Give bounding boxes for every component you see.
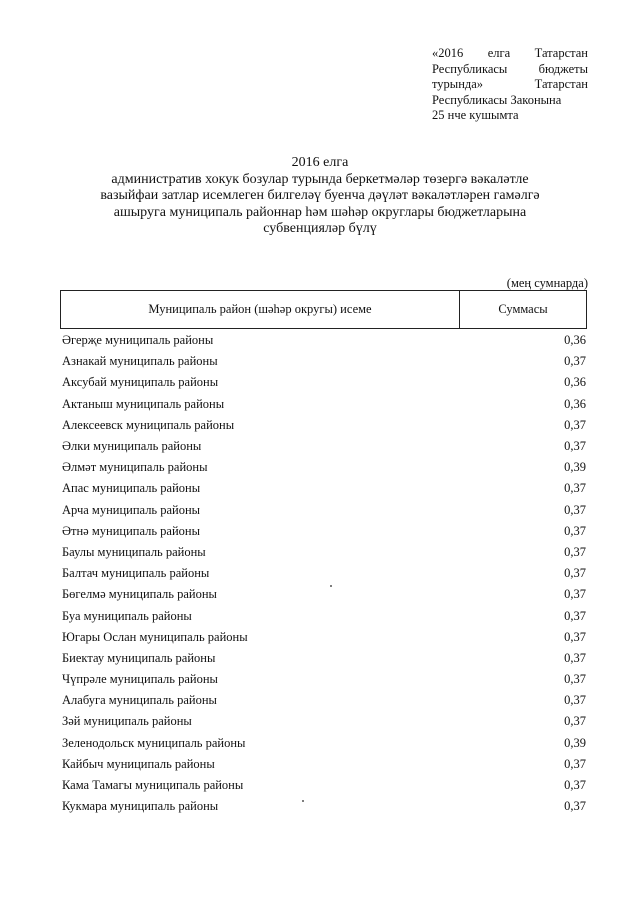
table-row: [62, 542, 588, 563]
row-sum-value: 0,37: [564, 502, 586, 517]
table-row: [62, 690, 588, 711]
title-line: ашыруга муниципаль районнар һәм шәһәр округлары бюджетларына: [113, 204, 527, 220]
row-district-name: Кайбыч муниципаль районы: [62, 756, 215, 771]
title-line: вазыйфаи затлар исемлеген билгеләү буенча дәүләт вәкаләтләрен гамәлгә: [100, 188, 540, 203]
scan-speck: [330, 585, 332, 587]
row-sum-value: 0,37: [564, 544, 586, 559]
table-row: [62, 372, 588, 393]
row-sum-value: 0,37: [564, 439, 586, 454]
row-sum-value: 0,37: [564, 523, 586, 538]
table-row: [62, 478, 588, 499]
row-sum-value: 0,37: [564, 799, 586, 814]
row-district-name: Актаныш муниципаль районы: [62, 396, 225, 411]
row-sum-value: 0,37: [564, 354, 586, 369]
table-row: [62, 754, 588, 775]
row-sum-value: 0,37: [564, 650, 586, 665]
row-district-name: Бөгелмә муниципаль районы: [62, 587, 217, 602]
row-district-name: Кама Тамагы муниципаль районы: [62, 778, 244, 793]
column-header-sum: Суммасы: [498, 302, 548, 316]
row-district-name: Әтнә муниципаль районы: [62, 523, 201, 538]
row-district-name: Алабуга муниципаль районы: [62, 693, 217, 708]
table-row: [62, 627, 588, 648]
table-row: [62, 711, 588, 732]
row-sum-value: 0,37: [564, 756, 586, 771]
table-row: [62, 669, 588, 690]
table-row: [62, 436, 588, 457]
column-header-name: Муниципаль район (шәһәр округы) исеме: [61, 291, 460, 328]
row-sum-value: 0,37: [564, 608, 586, 623]
row-sum-value: 0,36: [564, 333, 586, 348]
table-row: [62, 394, 588, 415]
row-district-name: Баулы муниципаль районы: [62, 544, 206, 559]
attachment-line: турында» Татарстан: [432, 77, 588, 91]
row-district-name: Әгерҗе муниципаль районы: [62, 333, 214, 348]
title-line: административ хокук бозулар турында беркетмәләр төзергә вәкаләтле: [111, 171, 529, 187]
table-row: [62, 605, 588, 626]
row-sum-value: 0,39: [564, 460, 586, 475]
row-sum-value: 0,37: [564, 417, 586, 432]
table-row: [62, 500, 588, 521]
row-sum-value: 0,37: [564, 693, 586, 708]
table-row: [62, 648, 588, 669]
row-sum-value: 0,37: [564, 481, 586, 496]
row-district-name: Арча муниципаль районы: [62, 502, 201, 517]
table-row: [62, 733, 588, 754]
row-sum-value: 0,37: [564, 587, 586, 602]
attachment-reference: [432, 46, 588, 124]
table-row: [62, 584, 588, 605]
row-sum-value: 0,36: [564, 396, 586, 411]
row-district-name: Аксубай муниципаль районы: [62, 375, 219, 390]
row-sum-value: 0,37: [564, 629, 586, 644]
row-sum-value: 0,37: [564, 672, 586, 687]
table-row: [62, 563, 588, 584]
attachment-line: 25 нче кушымта: [432, 108, 519, 122]
row-district-name: Алексеевск муниципаль районы: [62, 417, 235, 432]
row-district-name: Зеленодольск муниципаль районы: [62, 735, 246, 750]
table-row: [62, 521, 588, 542]
row-district-name: Әлмәт муниципаль районы: [62, 460, 208, 475]
table-row: [62, 796, 588, 817]
row-sum-value: 0,39: [564, 735, 586, 750]
attachment-line: Республикасы Законына: [432, 92, 562, 107]
row-district-name: Апас муниципаль районы: [62, 481, 201, 496]
attachment-line: «2016 елга Татарстан: [432, 46, 588, 60]
table-body: [62, 330, 588, 817]
title-line: субвенцияләр бүлү: [263, 221, 377, 236]
table-header: [60, 290, 587, 329]
row-sum-value: 0,37: [564, 778, 586, 793]
row-district-name: Югары Ослан муниципаль районы: [62, 629, 248, 644]
row-sum-value: 0,36: [564, 375, 586, 390]
row-district-name: Чүпрәле муниципаль районы: [62, 672, 218, 687]
table-row: [62, 415, 588, 436]
row-sum-value: 0,37: [564, 566, 586, 581]
document-title: [90, 155, 550, 238]
table-row: [62, 351, 588, 372]
row-district-name: Балтач муниципаль районы: [62, 566, 210, 581]
row-district-name: Әлки муниципаль районы: [62, 439, 202, 454]
table-row: [62, 775, 588, 796]
unit-note: (мең сумнарда): [506, 276, 588, 290]
row-sum-value: 0,37: [564, 714, 586, 729]
table-row: [62, 457, 588, 478]
row-district-name: Буа муниципаль районы: [62, 608, 192, 623]
scan-speck: [302, 800, 304, 802]
title-line: 2016 елга: [291, 155, 349, 170]
row-district-name: Азнакай муниципаль районы: [62, 354, 218, 369]
row-district-name: Биектау муниципаль районы: [62, 650, 216, 665]
row-district-name: Кукмара муниципаль районы: [62, 799, 219, 814]
table-row: [62, 330, 588, 351]
attachment-line: Республикасы бюджеты: [432, 61, 588, 76]
row-district-name: Зәй муниципаль районы: [62, 714, 192, 729]
